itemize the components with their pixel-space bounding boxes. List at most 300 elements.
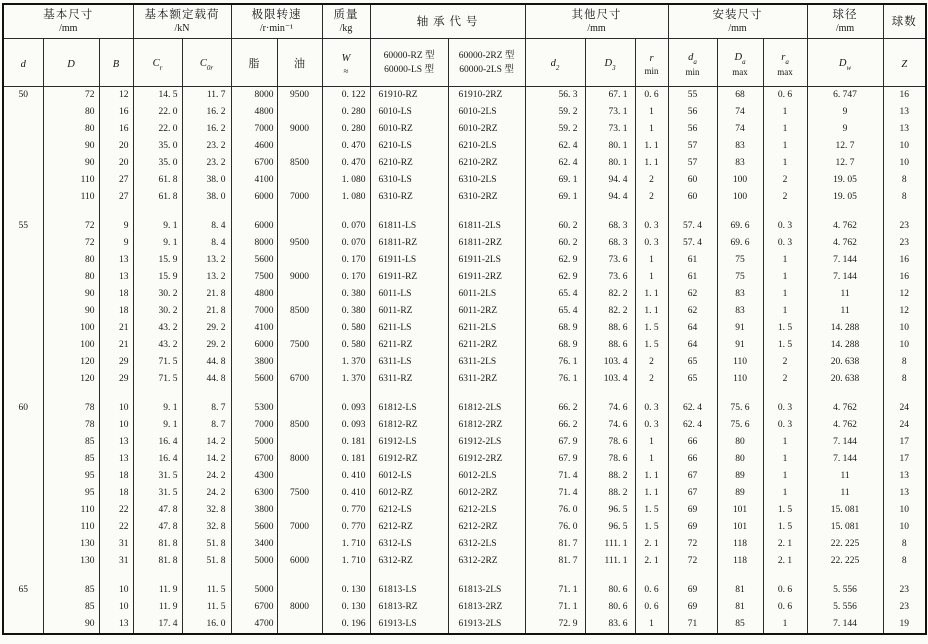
cell-Z: 24	[883, 417, 926, 434]
cell-r-min: 1	[635, 434, 668, 451]
cell-W: 0. 170	[322, 252, 370, 269]
cell-d2: 72. 9	[525, 616, 585, 634]
cell-code-rz-ls: 6310-RZ	[370, 189, 448, 206]
cell-C0r: 23. 2	[182, 155, 231, 172]
cell-Da-max: 118	[717, 553, 763, 570]
cell-Dw: 7. 144	[807, 269, 883, 286]
cell-oil: 9000	[277, 269, 322, 286]
gap-cell	[370, 206, 448, 218]
cell-B: 13	[99, 434, 133, 451]
cell-da-min: 67	[668, 485, 717, 502]
cell-D3: 88. 6	[585, 320, 635, 337]
cell-code-2rz-2ls: 61813-2RZ	[448, 599, 525, 616]
cell-oil	[277, 582, 322, 599]
header-other-dimensions	[525, 4, 668, 39]
cell-D3: 88. 2	[585, 485, 635, 502]
bearing-table	[2, 3, 927, 635]
cell-d	[3, 519, 43, 536]
cell-Cr: 31. 5	[133, 485, 182, 502]
cell-Cr: 16. 4	[133, 434, 182, 451]
cell-code-rz-ls: 6010-LS	[370, 104, 448, 121]
cell-d	[3, 172, 43, 189]
cell-W: 0. 196	[322, 616, 370, 634]
cell-Da-max: 91	[717, 337, 763, 354]
cell-D3: 83. 6	[585, 616, 635, 634]
table-row	[3, 616, 926, 634]
cell-code-rz-ls: 61813-RZ	[370, 599, 448, 616]
subheader-grease-label: 脂	[248, 57, 260, 70]
gap-cell	[635, 570, 668, 582]
cell-B: 9	[99, 218, 133, 235]
subheader-d	[3, 39, 43, 87]
cell-da-min: 67	[668, 468, 717, 485]
subheader-Z: Z	[883, 39, 926, 87]
cell-d2: 66. 2	[525, 417, 585, 434]
header-other-dimensions-label: 其他尺寸	[571, 9, 622, 21]
subheader-ra-max: $r_a$ max	[763, 39, 807, 87]
cell-d2: 62. 4	[525, 138, 585, 155]
cell-da-min: 57. 4	[668, 235, 717, 252]
cell-oil: 9500	[277, 235, 322, 252]
table-row	[3, 536, 926, 553]
gap-cell	[883, 388, 926, 400]
gap-cell	[182, 388, 231, 400]
cell-D3: 73. 6	[585, 269, 635, 286]
cell-code-2rz-2ls: 6212-2RZ	[448, 519, 525, 536]
cell-Z: 19	[883, 616, 926, 634]
cell-grease: 8000	[231, 235, 277, 252]
cell-code-rz-ls: 6011-LS	[370, 286, 448, 303]
cell-D3: 88. 2	[585, 468, 635, 485]
cell-Z: 8	[883, 172, 926, 189]
table-row	[3, 286, 926, 303]
cell-ra-max: 0. 3	[763, 218, 807, 235]
gap-cell	[3, 206, 43, 218]
gap-cell	[277, 206, 322, 218]
cell-D3: 111. 1	[585, 536, 635, 553]
gap-cell	[717, 206, 763, 218]
cell-W: 1. 710	[322, 536, 370, 553]
cell-grease: 5300	[231, 400, 277, 417]
cell-d	[3, 371, 43, 388]
cell-d	[3, 451, 43, 468]
cell-d2: 65. 4	[525, 303, 585, 320]
cell-code-rz-ls: 61811-LS	[370, 218, 448, 235]
cell-ra-max: 1	[763, 138, 807, 155]
cell-Dw: 4. 762	[807, 400, 883, 417]
cell-D: 80	[43, 121, 99, 138]
table-row	[3, 303, 926, 320]
cell-code-rz-ls: 61813-LS	[370, 582, 448, 599]
gap-cell	[3, 388, 43, 400]
cell-r-min: 1	[635, 451, 668, 468]
cell-oil	[277, 138, 322, 155]
cell-code-rz-ls: 61812-RZ	[370, 417, 448, 434]
cell-oil	[277, 536, 322, 553]
cell-D3: 73. 1	[585, 121, 635, 138]
cell-D: 72	[43, 87, 99, 105]
cell-W: 0. 093	[322, 400, 370, 417]
cell-code-2rz-2ls: 6310-2LS	[448, 172, 525, 189]
cell-ra-max: 1. 5	[763, 502, 807, 519]
cell-B: 10	[99, 582, 133, 599]
cell-W: 0. 280	[322, 121, 370, 138]
cell-W: 0. 380	[322, 286, 370, 303]
cell-Da-max: 110	[717, 354, 763, 371]
cell-r-min: 1. 1	[635, 485, 668, 502]
cell-code-rz-ls: 61812-LS	[370, 400, 448, 417]
subheader-mass-approx: ≈	[343, 66, 349, 76]
cell-Cr: 17. 4	[133, 616, 182, 634]
cell-B: 13	[99, 616, 133, 634]
cell-da-min: 60	[668, 189, 717, 206]
cell-d	[3, 337, 43, 354]
cell-W: 0. 770	[322, 502, 370, 519]
gap-cell	[370, 388, 448, 400]
cell-D: 90	[43, 303, 99, 320]
cell-Dw: 4. 762	[807, 218, 883, 235]
cell-Da-max: 110	[717, 371, 763, 388]
header-load-rating-label: 基本额定载荷	[144, 9, 220, 21]
cell-D: 90	[43, 155, 99, 172]
cell-Da-max: 80	[717, 451, 763, 468]
cell-W: 0. 770	[322, 519, 370, 536]
cell-r-min: 0. 3	[635, 235, 668, 252]
cell-D: 100	[43, 320, 99, 337]
cell-code-rz-ls: 61912-LS	[370, 434, 448, 451]
cell-Dw: 9	[807, 104, 883, 121]
cell-da-min: 62. 4	[668, 400, 717, 417]
cell-Cr: 14. 5	[133, 87, 182, 105]
cell-grease: 5600	[231, 252, 277, 269]
cell-Cr: 43. 2	[133, 337, 182, 354]
cell-C0r: 32. 8	[182, 502, 231, 519]
cell-Cr: 61. 8	[133, 172, 182, 189]
cell-d2: 76. 1	[525, 371, 585, 388]
cell-W: 0. 410	[322, 485, 370, 502]
cell-Z: 8	[883, 371, 926, 388]
cell-d: 50	[3, 87, 43, 105]
cell-D3: 82. 2	[585, 286, 635, 303]
header-ball-diameter	[807, 4, 883, 39]
cell-W: 0. 170	[322, 269, 370, 286]
cell-code-rz-ls: 61913-LS	[370, 616, 448, 634]
cell-Da-max: 75. 6	[717, 417, 763, 434]
cell-d2: 62. 9	[525, 269, 585, 286]
cell-code-rz-ls: 6312-LS	[370, 536, 448, 553]
cell-D: 80	[43, 252, 99, 269]
cell-grease: 4100	[231, 172, 277, 189]
cell-grease: 6000	[231, 337, 277, 354]
subheader-code-rz-ls: 60000-RZ 型 60000-LS 型	[370, 39, 448, 87]
cell-code-rz-ls: 6311-LS	[370, 354, 448, 371]
header-limit-speed-unit: /r·min⁻¹	[259, 23, 294, 34]
table-row	[3, 451, 926, 468]
cell-oil: 8500	[277, 303, 322, 320]
cell-C0r: 44. 8	[182, 354, 231, 371]
gap-cell	[43, 388, 99, 400]
cell-grease: 7000	[231, 121, 277, 138]
cell-r-min: 1	[635, 616, 668, 634]
cell-ra-max: 1. 5	[763, 337, 807, 354]
cell-d2: 62. 4	[525, 155, 585, 172]
cell-d2: 65. 4	[525, 286, 585, 303]
gap-cell	[883, 206, 926, 218]
cell-D: 100	[43, 337, 99, 354]
gap-cell	[585, 388, 635, 400]
cell-code-2rz-2ls: 6010-2LS	[448, 104, 525, 121]
cell-ra-max: 1	[763, 155, 807, 172]
cell-Da-max: 101	[717, 502, 763, 519]
cell-B: 10	[99, 417, 133, 434]
cell-Cr: 11. 9	[133, 582, 182, 599]
subheader-mass-W: W ≈	[322, 39, 370, 87]
cell-Da-max: 75	[717, 252, 763, 269]
cell-ra-max: 0. 3	[763, 235, 807, 252]
cell-Dw: 22. 225	[807, 536, 883, 553]
cell-Dw: 7. 144	[807, 616, 883, 634]
gap-cell	[133, 570, 182, 582]
cell-da-min: 66	[668, 451, 717, 468]
cell-C0r: 8. 4	[182, 218, 231, 235]
cell-code-rz-ls: 6210-LS	[370, 138, 448, 155]
gap-cell	[668, 206, 717, 218]
cell-d	[3, 502, 43, 519]
cell-C0r: 8. 4	[182, 235, 231, 252]
cell-Z: 12	[883, 303, 926, 320]
cell-oil	[277, 218, 322, 235]
cell-oil	[277, 502, 322, 519]
cell-code-rz-ls: 6312-RZ	[370, 553, 448, 570]
cell-Da-max: 74	[717, 104, 763, 121]
gap-cell	[231, 570, 277, 582]
cell-B: 18	[99, 485, 133, 502]
cell-C0r: 24. 2	[182, 485, 231, 502]
cell-Cr: 35. 0	[133, 155, 182, 172]
gap-cell	[763, 388, 807, 400]
cell-B: 9	[99, 235, 133, 252]
cell-code-2rz-2ls: 6311-2RZ	[448, 371, 525, 388]
gap-cell	[525, 570, 585, 582]
cell-D3: 78. 6	[585, 451, 635, 468]
cell-C0r: 14. 2	[182, 434, 231, 451]
cell-grease: 6000	[231, 189, 277, 206]
cell-da-min: 65	[668, 354, 717, 371]
cell-r-min: 0. 3	[635, 218, 668, 235]
cell-C0r: 8. 7	[182, 417, 231, 434]
cell-B: 20	[99, 138, 133, 155]
cell-D: 80	[43, 104, 99, 121]
gap-cell	[448, 570, 525, 582]
cell-oil	[277, 172, 322, 189]
cell-Dw: 20. 638	[807, 371, 883, 388]
cell-Cr: 22. 0	[133, 121, 182, 138]
gap-cell	[277, 570, 322, 582]
cell-oil	[277, 354, 322, 371]
cell-ra-max: 0. 6	[763, 582, 807, 599]
cell-code-rz-ls: 6210-RZ	[370, 155, 448, 172]
cell-D: 85	[43, 582, 99, 599]
cell-d2: 71. 1	[525, 582, 585, 599]
cell-Dw: 11	[807, 303, 883, 320]
cell-B: 16	[99, 104, 133, 121]
cell-ra-max: 2	[763, 189, 807, 206]
cell-Cr: 81. 8	[133, 536, 182, 553]
cell-code-2rz-2ls: 61912-2RZ	[448, 451, 525, 468]
cell-B: 31	[99, 553, 133, 570]
cell-C0r: 13. 2	[182, 269, 231, 286]
cell-code-2rz-2ls: 6010-2RZ	[448, 121, 525, 138]
cell-code-rz-ls: 61910-RZ	[370, 87, 448, 105]
subheader-D	[43, 39, 99, 87]
cell-d	[3, 235, 43, 252]
gap-cell	[448, 206, 525, 218]
table-body	[3, 87, 926, 635]
cell-d	[3, 599, 43, 616]
cell-Cr: 22. 0	[133, 104, 182, 121]
cell-Z: 10	[883, 138, 926, 155]
header-other-dimensions-unit: /mm	[587, 23, 606, 34]
cell-D: 90	[43, 138, 99, 155]
cell-Z: 13	[883, 485, 926, 502]
cell-da-min: 57	[668, 138, 717, 155]
cell-B: 20	[99, 155, 133, 172]
cell-grease: 7000	[231, 417, 277, 434]
cell-code-2rz-2ls: 61811-2RZ	[448, 235, 525, 252]
cell-code-rz-ls: 6012-LS	[370, 468, 448, 485]
table-row	[3, 337, 926, 354]
cell-grease: 3400	[231, 536, 277, 553]
cell-d2: 69. 1	[525, 189, 585, 206]
subheader-grease	[231, 39, 277, 87]
cell-r-min: 1	[635, 104, 668, 121]
cell-r-min: 0. 6	[635, 87, 668, 105]
cell-oil: 7000	[277, 189, 322, 206]
cell-D3: 78. 6	[585, 434, 635, 451]
cell-D: 95	[43, 485, 99, 502]
cell-Da-max: 89	[717, 485, 763, 502]
table-row	[3, 468, 926, 485]
subheader-oil	[277, 39, 322, 87]
cell-Z: 8	[883, 536, 926, 553]
cell-r-min: 1. 5	[635, 320, 668, 337]
cell-Cr: 9. 1	[133, 400, 182, 417]
cell-D: 110	[43, 189, 99, 206]
table-row	[3, 269, 926, 286]
cell-r-min: 1. 1	[635, 138, 668, 155]
gap-cell	[807, 206, 883, 218]
cell-r-min: 1. 1	[635, 468, 668, 485]
cell-D: 120	[43, 371, 99, 388]
cell-Z: 8	[883, 553, 926, 570]
subheader-oil-label: 油	[294, 57, 306, 70]
cell-da-min: 71	[668, 616, 717, 634]
cell-Da-max: 118	[717, 536, 763, 553]
cell-Da-max: 100	[717, 172, 763, 189]
cell-r-min: 1. 1	[635, 303, 668, 320]
table-row	[3, 121, 926, 138]
cell-C0r: 32. 8	[182, 519, 231, 536]
cell-C0r: 16. 0	[182, 616, 231, 634]
cell-ra-max: 1	[763, 485, 807, 502]
cell-Dw: 7. 144	[807, 451, 883, 468]
cell-da-min: 65	[668, 371, 717, 388]
cell-C0r: 44. 8	[182, 371, 231, 388]
subheader-B-label: B	[112, 58, 120, 70]
table-row	[3, 485, 926, 502]
cell-r-min: 0. 3	[635, 417, 668, 434]
cell-Z: 16	[883, 252, 926, 269]
cell-W: 0. 070	[322, 235, 370, 252]
cell-d2: 71. 1	[525, 599, 585, 616]
cell-oil	[277, 104, 322, 121]
header-limit-speed	[231, 4, 322, 39]
cell-r-min: 1. 5	[635, 519, 668, 536]
cell-W: 1. 080	[322, 189, 370, 206]
cell-da-min: 56	[668, 121, 717, 138]
subheader-da-min: $d_a$ min	[668, 39, 717, 87]
cell-grease: 5600	[231, 519, 277, 536]
header-basic-dimensions	[3, 4, 133, 39]
cell-D3: 74. 6	[585, 417, 635, 434]
cell-C0r: 29. 2	[182, 337, 231, 354]
cell-Z: 10	[883, 502, 926, 519]
cell-grease: 5000	[231, 553, 277, 570]
table-row	[3, 320, 926, 337]
cell-Dw: 11	[807, 286, 883, 303]
cell-Cr: 61. 8	[133, 189, 182, 206]
header-mounting-dimensions	[668, 4, 807, 39]
cell-B: 29	[99, 371, 133, 388]
table-row	[3, 189, 926, 206]
cell-d	[3, 303, 43, 320]
cell-grease: 6000	[231, 218, 277, 235]
cell-B: 22	[99, 502, 133, 519]
cell-d2: 62. 9	[525, 252, 585, 269]
cell-Dw: 14. 288	[807, 320, 883, 337]
table-row	[3, 599, 926, 616]
cell-code-2rz-2ls: 6210-2RZ	[448, 155, 525, 172]
table-row	[3, 104, 926, 121]
cell-grease: 8000	[231, 87, 277, 105]
cell-C0r: 11. 5	[182, 599, 231, 616]
cell-ra-max: 2. 1	[763, 553, 807, 570]
cell-d	[3, 189, 43, 206]
cell-W: 0. 580	[322, 337, 370, 354]
cell-W: 1. 370	[322, 354, 370, 371]
cell-code-2rz-2ls: 6011-2LS	[448, 286, 525, 303]
cell-B: 13	[99, 269, 133, 286]
cell-D3: 94. 4	[585, 172, 635, 189]
section-gap-row	[3, 570, 926, 582]
cell-C0r: 29. 2	[182, 320, 231, 337]
cell-d	[3, 320, 43, 337]
cell-Cr: 15. 9	[133, 252, 182, 269]
cell-Da-max: 83	[717, 303, 763, 320]
cell-D: 85	[43, 434, 99, 451]
cell-oil: 7000	[277, 519, 322, 536]
cell-grease: 4800	[231, 286, 277, 303]
cell-D: 130	[43, 553, 99, 570]
cell-D: 110	[43, 172, 99, 189]
cell-D3: 73. 6	[585, 252, 635, 269]
cell-Cr: 9. 1	[133, 235, 182, 252]
gap-cell	[525, 206, 585, 218]
cell-Da-max: 81	[717, 599, 763, 616]
subheader-Da-max: $D_a$ max	[717, 39, 763, 87]
cell-Cr: 71. 5	[133, 371, 182, 388]
cell-Da-max: 101	[717, 519, 763, 536]
